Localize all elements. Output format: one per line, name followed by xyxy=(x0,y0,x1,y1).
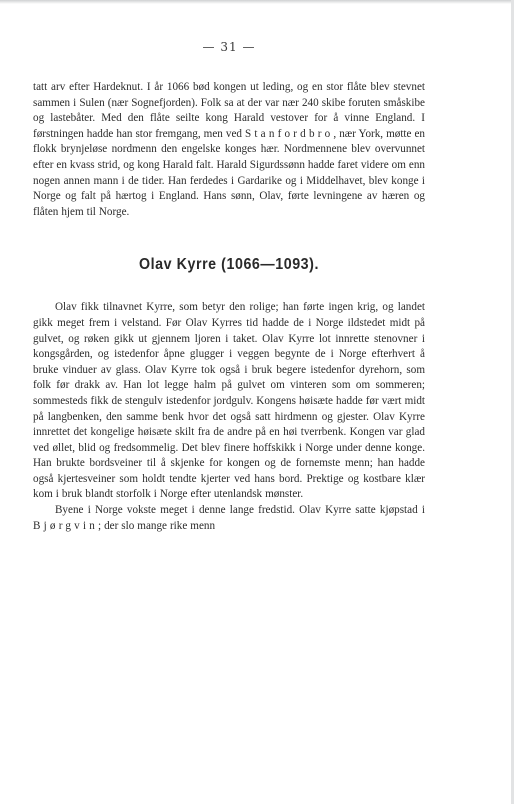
intro-text-b: , nær York, møtte en flokk brynjeløse nordmenn den engelske konges hær. Nordmennene blev overvunnet efter en kvass strid, og kong Harald falt. Harald Sigurdssønn hadde faret videre om enn nogen annen mann i de tider. Han ferdedes i Gardarike og i Middelhavet, blev konge i Norge og falt på hærtog i England. Hans sønn, Olav, førte levningene av hæren og flåten hjem til Norge. xyxy=(33,127,425,218)
para2-text-b: ; der slo mange rike menn xyxy=(98,519,216,532)
place-name-bjorgvin: Bjørgvin xyxy=(33,519,99,532)
body-paragraph-1: Olav fikk tilnavnet Kyrre, som betyr den rolige; han førte ingen krig, og landet gikk meget frem i velstand. Før Olav Kyrres tid hadde de i Norge ildstedet midt på gulvet, og røken gikk ut gjennem ljoren i taket. Olav Kyrre lot innrette stenovner i kongsgården, og istedenfor åpne glugger i veggen begynte de i Norge efterhvert å bruke vinduer av glass. Olav Kyrre tok også i bruk begere istedenfor dyrehorn, som folk før drakk av. Han lot legge halm på gulvet om vinteren som om sommeren; sommesteds fikk de stengulv istedenfor jordgulv. Kongens høisæte hadde før vært midt på langbenken, den samme benk hvor det også satt hirdmenn og gjester. Olav Kyrre innrettet det kongelige høisæte skilt fra de andre på en høi tverrbenk. Kongen var glad ved øllet, blid og fredsommelig. Det blev finere hoffskikk i Norge under denne konge. Han brukte bordsveiner til å skjenke for kongen og de fornemste menn; han hadde også kjertesveiner som holdt tendte kjerter ved hans bord. Prektige og kostbare klær kom i bruk blandt storfolk i Norge efter utenlandsk mønster. xyxy=(33,301,425,501)
page-number: — 31 — xyxy=(202,40,256,54)
intro-text-a: tatt arv efter Hardeknut. I år 1066 bød kongen ut leding, og en stor flåte blev stevnet sammen i Sulen (nær Sognefjorden). Folk sa at der var nær 240 skibe foruten småskibe og lastebåter. Med den flåte seilte kong Harald vestover for å vinne England. I førstningen hadde han stor fremgang, men ved xyxy=(33,81,425,140)
book-page xyxy=(33,40,425,534)
intro-paragraph xyxy=(33,80,425,220)
para2-text-a: Byene i Norge vokste meget i denne lange fredstid. Olav Kyrre satte kjøpstad i xyxy=(55,504,425,517)
scan-top-edge xyxy=(0,0,514,4)
body-paragraph-2 xyxy=(33,503,425,534)
place-name-stanfordbro: Stanfordbro xyxy=(244,127,334,140)
section-heading: Olav Kyrre (1066—1093). xyxy=(139,256,319,274)
